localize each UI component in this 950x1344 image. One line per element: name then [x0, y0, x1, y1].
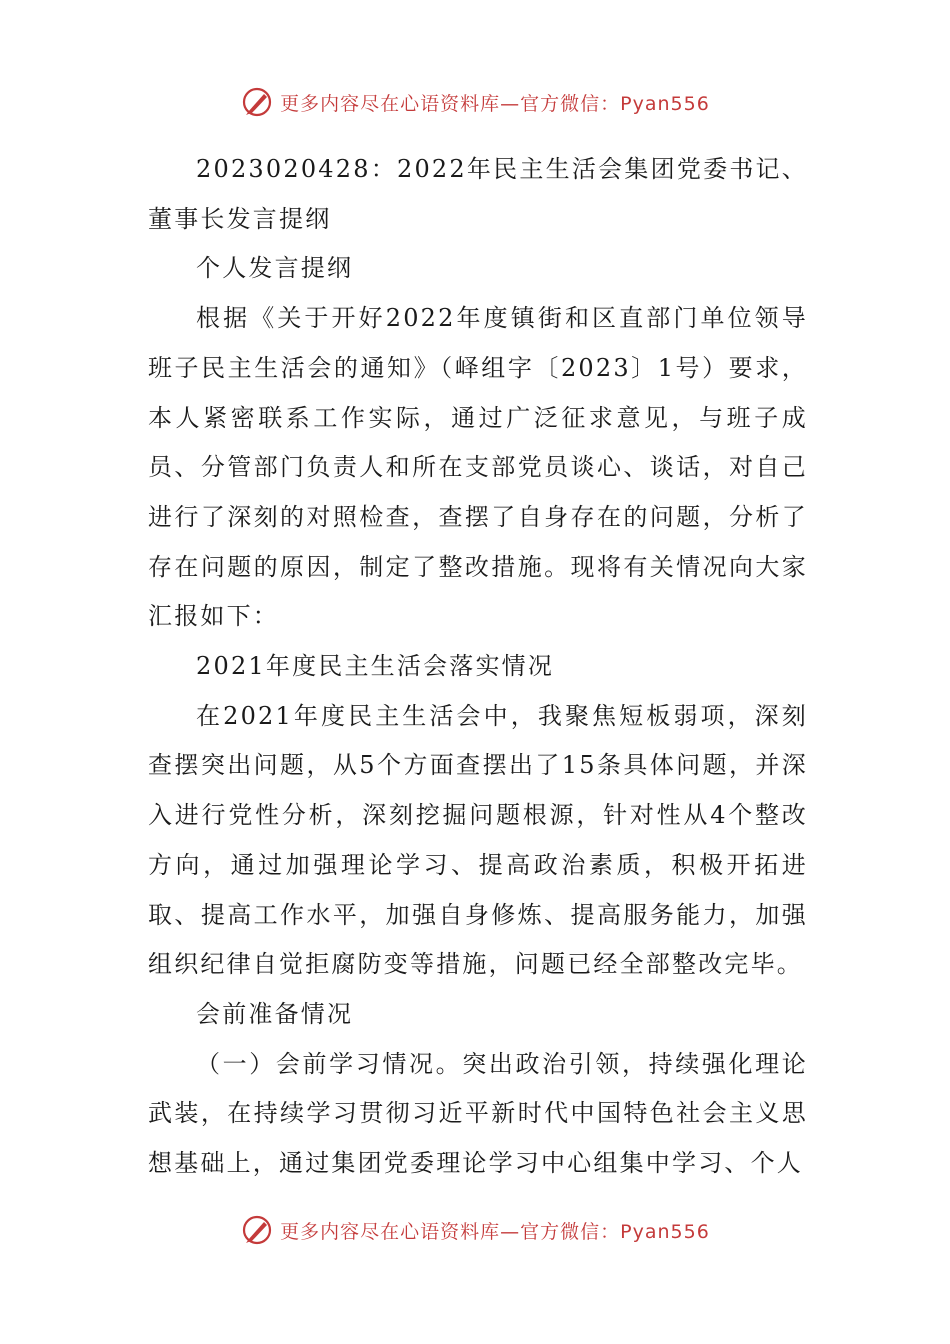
heading-preparation: 会前准备情况 — [196, 999, 354, 1028]
paragraph-pre-meeting-study: （一）会前学习情况。突出政治引领，持续强化理论武装，在持续学习贯彻习近平新时代中国特色社会主义思想基础上，通过集团党委理论学习中心组集中学习、个人 — [148, 1049, 808, 1178]
heading-personal-outline: 个人发言提纲 — [196, 254, 354, 283]
watermark-banner-bottom — [0, 1210, 950, 1250]
pen-circle-logo-icon — [240, 1213, 274, 1247]
document-body — [148, 145, 808, 1189]
watermark-banner-top — [0, 82, 950, 122]
paragraph-2021-implementation: 在2021年度民主生活会中，我聚焦短板弱项，深刻查摆突出问题，从5个方面查摆出了15条具体问题，并深入进行党性分析，深刻挖掘问题根源，针对性从4个整改方向，通过加强理论学习、提高政治素质，积极开拓进取、提高工作水平，加强自身修炼、提高服务能力，加强组织纪律自觉拒腐防变等措施，问题已经全部整改完毕。 — [148, 701, 808, 979]
watermark-text: 更多内容尽在心语资料库—官方微信：Pyan556 — [280, 92, 710, 115]
document-title: 2023020428：2022年民主生活会集团党委书记、董事长发言提纲 — [148, 155, 808, 233]
watermark-text: 更多内容尽在心语资料库—官方微信：Pyan556 — [280, 1220, 710, 1243]
heading-2021-implementation: 2021年度民主生活会落实情况 — [196, 652, 555, 681]
paragraph-intro: 根据《关于开好2022年度镇街和区直部门单位领导班子民主生活会的通知》（峄组字〔2023〕1号）要求，本人紧密联系工作实际，通过广泛征求意见，与班子成员、分管部门负责人和所在支部党员谈心、谈话，对自己进行了深刻的对照检查，查摆了自身存在的问题，分析了存在问题的原因，制定了整改措施。现将有关情况向大家汇报如下： — [148, 304, 808, 631]
pen-circle-logo-icon — [240, 85, 274, 119]
